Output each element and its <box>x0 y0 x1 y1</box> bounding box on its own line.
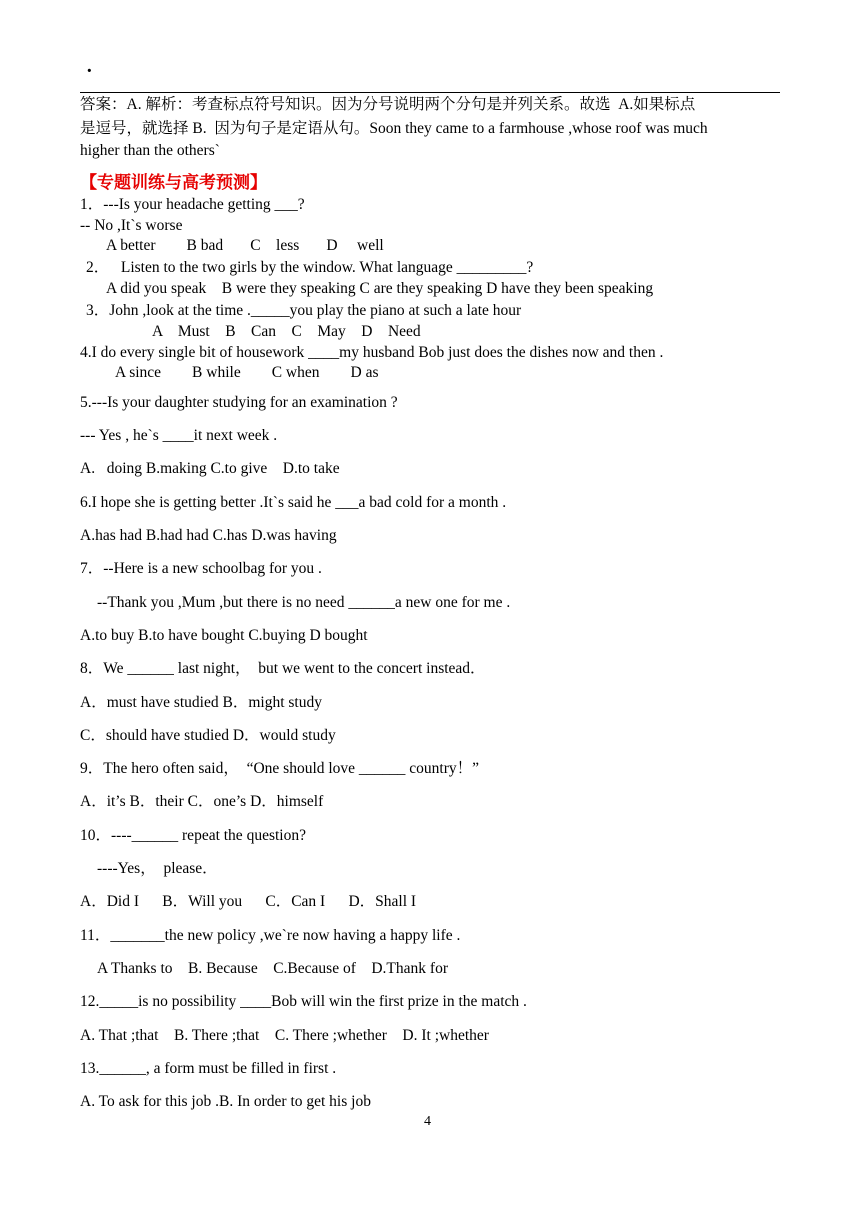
option-line: A．it’s B．their C．one’s D．himself <box>80 793 324 810</box>
question-line: 6.I hope she is getting better .It`s said he ___a bad cold for a month . <box>80 494 507 511</box>
option-line: A.to buy B.to have bought C.buying D bought <box>80 627 368 644</box>
option-line: A. To ask for this job .B. In order to get his job <box>80 1093 371 1110</box>
question-line: 5.---Is your daughter studying for an examination ? <box>80 394 398 411</box>
question-line: 1．---Is your headache getting ___? <box>80 196 305 213</box>
option-line: A Must B Can C May D Need <box>152 323 421 340</box>
option-line: A．must have studied B．might study <box>80 694 322 711</box>
option-line: A.has had B.had had C.has D.was having <box>80 527 337 544</box>
question-line: 7．--Here is a new schoolbag for you . <box>80 560 322 577</box>
answer-line: 答案：A. 解析：考查标点符号知识。因为分号说明两个分句是并列关系。故选 A.如果标点 <box>80 96 696 113</box>
question-line: --Thank you ,Mum ,but there is no need ______a new one for me . <box>97 594 511 611</box>
question-line: -- No ,It`s worse <box>80 217 183 234</box>
question-line: 8．We ______ last night， but we went to the concert instead． <box>80 660 486 677</box>
section-heading: 【专题训练与高考预测】 <box>80 173 267 193</box>
question-line: 4.I do every single bit of housework ____my husband Bob just does the dishes now and then . <box>80 344 664 361</box>
option-line: C．should have studied D．would study <box>80 727 336 744</box>
option-line: A since B while C when D as <box>115 364 379 381</box>
question-line: 11．_______the new policy ,we`re now having a happy life . <box>80 927 461 944</box>
question-line: 3．John ,look at the time ._____you play the piano at such a late hour <box>86 302 522 319</box>
page-number: 4 <box>424 1114 431 1129</box>
question-line: 2． Listen to the two girls by the window. What language _________? <box>86 259 534 276</box>
question-line: 12._____is no possibility ____Bob will win the first prize in the match . <box>80 993 527 1010</box>
option-line: A did you speak B were they speaking C are they speaking D have they been speaking <box>106 280 654 297</box>
option-line: A. That ;that B. There ;that C. There ;whether D. It ;whether <box>80 1027 489 1044</box>
question-line: --- Yes , he`s ____it next week . <box>80 427 278 444</box>
question-line: ----Yes， please． <box>97 860 218 877</box>
answer-line: higher than the others` <box>80 142 220 159</box>
option-line: A better B bad C less D well <box>106 237 384 254</box>
option-line: A. doing B.making C.to give D.to take <box>80 460 340 477</box>
bullet-mark: · <box>86 60 93 82</box>
header-rule <box>80 92 780 93</box>
question-line: 10．----______ repeat the question? <box>80 827 306 844</box>
option-line: A Thanks to B. Because C.Because of D.Thank for <box>97 960 448 977</box>
question-line: 9．The hero often said， “One should love ______ country！” <box>80 760 480 777</box>
question-line: 13.______, a form must be filled in first . <box>80 1060 337 1077</box>
answer-line: 是逗号，就选择 B. 因为句子是定语从句。Soon they came to a farmhouse ,whose roof was much <box>80 120 708 137</box>
option-line: A．Did I B．Will you C．Can I D．Shall I <box>80 893 417 910</box>
